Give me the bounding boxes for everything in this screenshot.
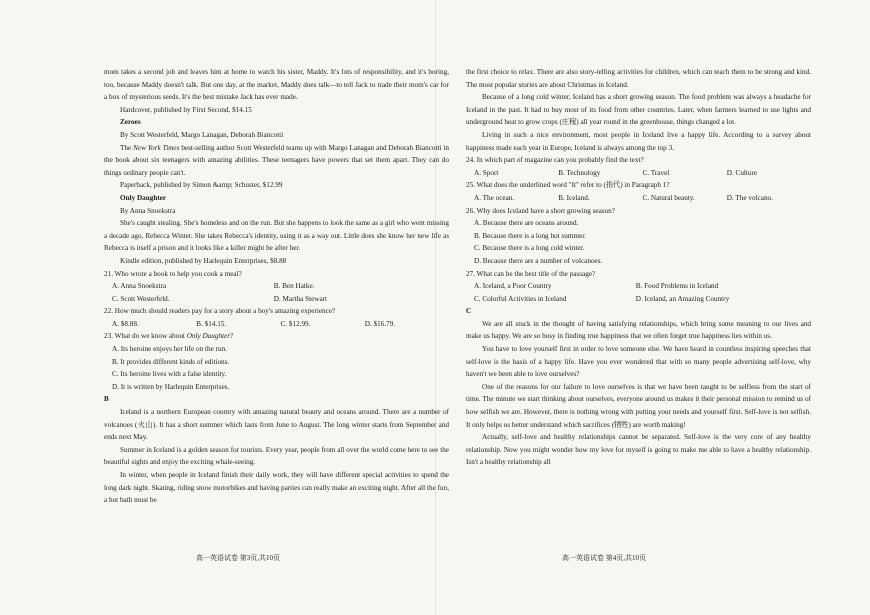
right-page-footer: 高一英语试卷 第4页,共10页 [562,554,646,562]
q25-option-c: C. Natural beauty. [642,193,695,202]
q26-option-a: A. Because there are oceans around. [474,219,579,228]
q24-option-a: A. Sport [474,168,499,177]
book2-title: Zeroes [120,118,141,127]
book3-author: By Anna Snoekstra [120,206,176,215]
q22-options [104,318,449,331]
book1-edition: Hardcover, published by First Second, $14.15 [120,105,252,114]
iceland-paragraph-2: Summer in Iceland is a golden season for tourists. Every year, people from all over the world come here to see the beautiful sights and enjoy the exciting whale-seeing. [104,445,449,467]
iceland-paragraph-3: In winter, when people in Iceland finish their daily work, they will have different special activities to spend the long dark night. Skating, riding snow motorbikes and having parties can really make an exciting night. After all the fun, a hot bath must be [104,471,449,505]
book3-description: She's caught stealing. She's homeless and on the run. But she happens to look the same as a girl who went missing a decade ago, Rebecca Winter. She takes Rebecca's identity, using it as a way out. Little does she know her new life as Rebecca is itself a prison and it looks like a killer might be after her. [104,219,449,253]
q23-stem-suffix: ? [230,332,234,341]
left-page-footer: 高一英语试卷 第3页,共10页 [196,554,280,562]
q21-options-row2 [104,293,449,306]
q21-options-row1 [104,280,449,293]
book2-edition: Paperback, published by Simon &amp; Schuster, $12.99 [120,181,283,190]
iceland-paragraph-1: Iceland is a northern European country with amazing natural beauty and oceans around. There are a number of volcanoes (火山). It has a short summer which lasts from June to August. The long winter starts from September and ends next May. [104,408,449,442]
c-paragraph-2: You have to love yourself first in order to love someone else. We have heard in countless inspiring speeches that self-love is the basis of a happy life. Have you ever wondered that with so many people advertising self-love, why haven't we been able to love ourselves? [466,345,811,379]
iceland-paragraph-4: Because of a long cold winter, Iceland has a short growing season. The food problem was always a headache for Iceland in the past. It had to buy most of its food from other countries. Later, when farmers learned to use lights and underground heat to grow crops (庄稼) all year round in the greenhouse, things changed a lot. [466,93,811,127]
q27-stem: 27. What can be the best title of the passage? [466,269,596,278]
q24-option-c: C. Travel [642,168,670,177]
q27-options-row2 [466,293,811,306]
q25-option-d: D. The volcano. [726,193,773,202]
q21-option-c: C. Scott Westerfeld. [112,294,170,303]
passage-a-end: mom takes a second job and leaves him at home to watch his sister, Maddy. It's lots of responsibility, and it's boring, too, because Maddy doesn't talk. But one day, at the market, Maddy does talk—to tell Jack to trade their mom's car for a box of mysterious seeds. It's the best mistake Jack has ever made. [104,68,449,102]
q26-stem: 26. Why does Iceland have a short growing season? [466,206,615,215]
q21-option-d: D. Martha Stewart [273,294,328,303]
q25-option-a: A. The ocean. [474,193,515,202]
q23-stem-italic: Only Daughter [186,332,231,341]
q23-stem [104,330,449,343]
q23-option-a: A. Its heroine enjoys her life on the run. [112,345,227,354]
section-b-heading: B [104,395,109,404]
q23-option-b: B. It provides different kinds of editions. [112,357,230,366]
q22-option-d: D. $16.79. [364,319,396,328]
q25-options [466,192,811,205]
book3-edition: Kindle edition, published by Harlequin Enterprises, $8.88 [120,256,287,265]
q22-option-c: C. $12.99. [280,319,311,328]
q26-option-c: C. Because there is a long cold winter. [474,244,585,253]
book2-desc-rest: best-selling author Scott Westerfeld teams up with Margo Lanagan and Deborah Biancotti in the book about six teenagers with amazing abilities. These teenagers have powers that set them apart. They can do things ordinary people can't. [104,143,449,177]
q22-option-a: A. $8.88. [112,319,139,328]
book2-desc-prefix: The [120,143,134,152]
q24-options [466,167,811,180]
q21-option-b: B. Ben Hatke. [273,282,315,291]
book2-description [104,142,449,180]
q24-option-d: D. Culture [726,168,758,177]
q21-option-a: A. Anna Snoekstra [112,282,167,291]
q27-options-row1 [466,280,811,293]
section-c-heading: C [466,307,472,316]
q25-stem: 25. What does the underlined word "It" refer to (指代) in Paragraph 1? [466,181,670,190]
c-paragraph-4: Actually, self-love and healthy relationships cannot be separated. Self-love is the very core of any healthy relationship. Now you might wonder how my love for myself is going to make me able to have a healthy relationship. Isn't a healthy relationship all [466,433,811,467]
q25-option-b: B. Iceland. [558,193,590,202]
q23-option-c: C. Its heroine lives with a false identity. [112,370,227,379]
q27-option-c: C. Colorful Activities in Iceland [474,294,567,303]
q22-option-b: B. $14.15. [196,319,227,328]
right-page [466,66,811,469]
q23-stem-prefix: 23. What do we know about [104,332,187,341]
iceland-paragraph-3-end: the first choice to relax. There are also story-telling activities for children, which can teach them to be strong and kind. The most popular stories are about Christmas in Iceland. [466,68,811,89]
q26-option-b: B. Because there is a long hot summer. [474,231,586,240]
q26-option-d: D. Because there are a number of volcanoes. [474,256,603,265]
iceland-paragraph-5: Living in such a nice environment, most people in Iceland live a happy life. According to a survey about happiness made each year in Europe, Iceland is always among the top 3. [466,130,811,152]
q24-stem: 24. In which part of magazine can you probably find the text? [466,156,644,165]
c-paragraph-1: We are all stuck in the thought of having satisfying relationships, which bring some meaning to our lives and make us happy. We are so busy in finding true happiness that we often forget true happiness lies within us. [466,319,811,341]
c-paragraph-3: One of the reasons for our failure to love ourselves is that we have been taught to be selfless from the start of time. The minute we start thinking about ourselves, everyone around us makes it their personal mission to remind us of how selfish we are. However, there is nothing wrong with putting your needs and yourself first. Self-love is not selfish. It only helps us better understand which sacrifices (牺牲) are worth making! [466,382,811,429]
book2-desc-italic: New York Times [133,143,180,152]
q27-option-d: D. Iceland, an Amazing Country [635,294,730,303]
left-page [104,66,449,507]
q27-option-a: A. Iceland, a Poor Country [474,282,552,291]
q23-option-d: D. It is written by Harlequin Enterprises. [112,382,230,391]
book2-author: By Scott Westerfeld, Margo Lanagan, Deborah Biancotti [120,130,284,139]
q21-stem: 21. Who wrote a book to help you cook a meal? [104,269,242,278]
q27-option-b: B. Food Problems in Iceland [635,282,719,291]
q24-option-b: B. Technology [558,168,601,177]
q22-stem: 22. How much should readers pay for a story about a boy's amazing experience? [104,307,336,316]
book3-title: Only Daughter [120,193,167,202]
